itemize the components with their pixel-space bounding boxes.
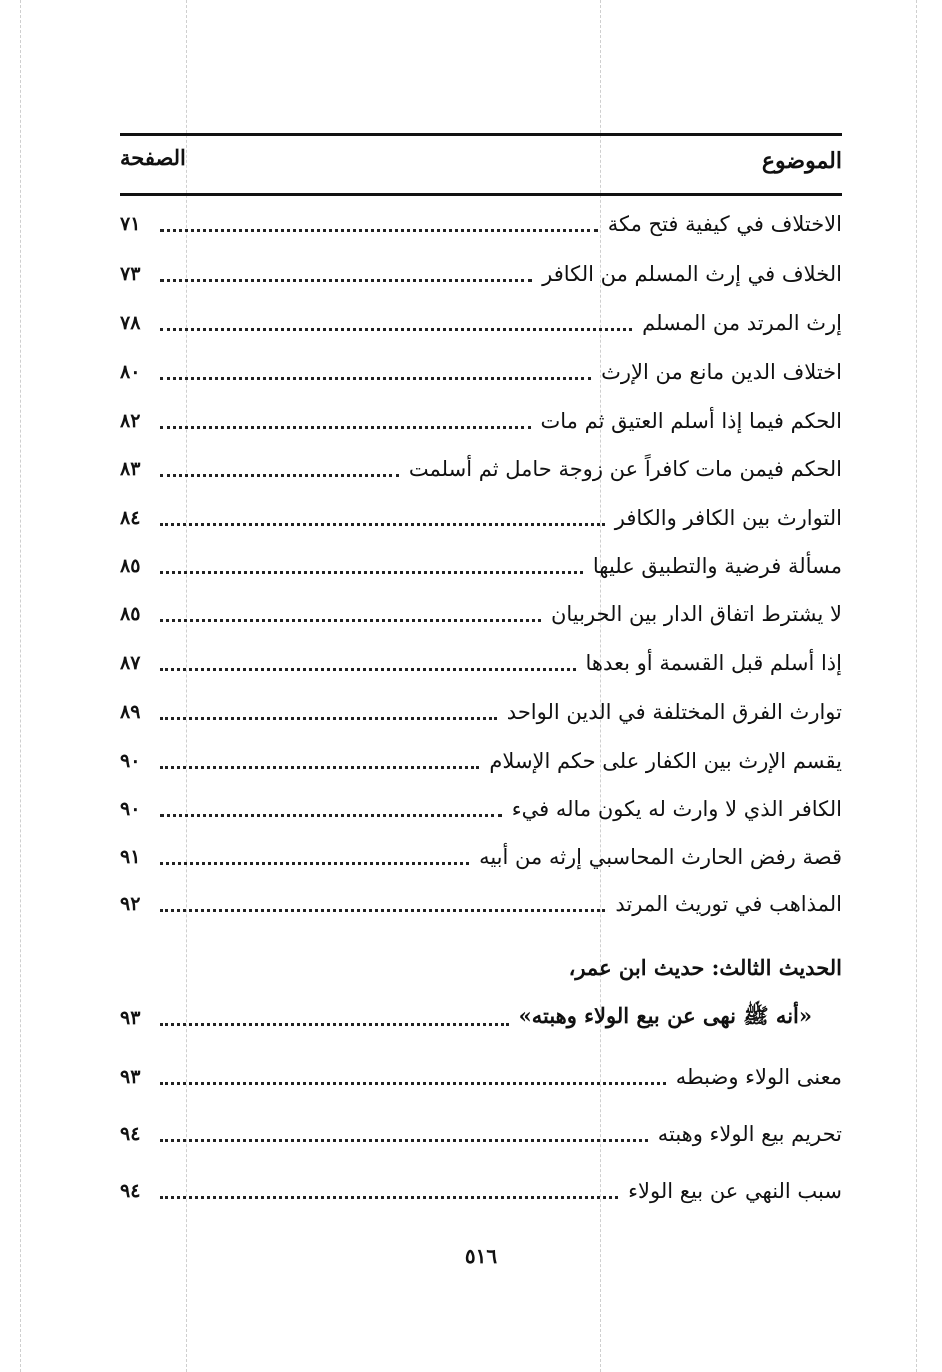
toc-entry[interactable] bbox=[120, 643, 842, 683]
toc-entry-page: ٨٥ bbox=[120, 603, 141, 625]
toc-entry-title: الاختلاف في كيفية فتح مكة bbox=[607, 212, 842, 236]
toc-entry[interactable] bbox=[120, 449, 842, 489]
toc-entry[interactable] bbox=[120, 401, 842, 441]
toc-entry[interactable] bbox=[120, 789, 842, 829]
toc-entry-title: المذاهب في توريث المرتد bbox=[615, 892, 842, 916]
toc-page bbox=[120, 0, 842, 1372]
toc-entry-page: ٨٥ bbox=[120, 555, 141, 577]
toc-entry[interactable] bbox=[120, 741, 842, 781]
section-heading: الحديث الثالث: حديث ابن عمر، bbox=[568, 955, 842, 980]
toc-entry[interactable] bbox=[120, 303, 842, 343]
toc-entry-page: ٩٣ bbox=[120, 1007, 141, 1029]
toc-entry-title: لا يشترط اتفاق الدار بين الحربيان bbox=[550, 602, 842, 626]
dot-leader bbox=[160, 862, 469, 865]
toc-entry-page: ٨٣ bbox=[120, 458, 141, 480]
dot-leader bbox=[160, 814, 502, 817]
dot-leader bbox=[160, 766, 479, 769]
toc-entry-page: ٩٤ bbox=[120, 1123, 141, 1145]
toc-entry[interactable] bbox=[120, 998, 842, 1038]
dot-leader bbox=[160, 523, 605, 526]
toc-entry[interactable] bbox=[120, 837, 842, 877]
toc-entry-page: ٧٨ bbox=[120, 312, 141, 334]
column-header-subject: الموضوع bbox=[761, 148, 842, 174]
dot-leader bbox=[160, 229, 598, 232]
toc-entry-title: إذا أسلم قبل القسمة أو بعدها bbox=[585, 651, 842, 675]
dot-leader bbox=[160, 328, 632, 331]
toc-entry[interactable] bbox=[120, 498, 842, 538]
toc-entry-title: الكافر الذي لا وارث له يكون ماله فيء bbox=[511, 797, 842, 821]
toc-entry-title: التوارث بين الكافر والكافر bbox=[614, 506, 842, 530]
toc-entry-page: ٩٣ bbox=[120, 1066, 141, 1088]
toc-entry-title: معنى الولاء وضبطه bbox=[675, 1065, 842, 1089]
dot-leader bbox=[160, 717, 497, 720]
toc-entry-title: الحكم فيمن مات كافراً عن زوجة حامل ثم أسلمت bbox=[408, 457, 842, 481]
toc-entry-page: ٨٠ bbox=[120, 361, 141, 383]
toc-entry[interactable] bbox=[120, 1057, 842, 1097]
scan-fold-line bbox=[20, 0, 21, 1372]
toc-entry-title: سبب النهي عن بيع الولاء bbox=[628, 1179, 842, 1203]
page-number: ٥١٦ bbox=[464, 1244, 498, 1268]
toc-entry[interactable] bbox=[120, 692, 842, 732]
dot-leader bbox=[160, 1082, 666, 1085]
toc-entry[interactable] bbox=[120, 254, 842, 294]
toc-entry-page: ٨٢ bbox=[120, 410, 141, 432]
toc-entry-title: إرث المرتد من المسلم bbox=[642, 311, 842, 335]
toc-entry-page: ٩٢ bbox=[120, 893, 141, 915]
column-header-page: الصفحة bbox=[120, 145, 186, 170]
dot-leader bbox=[160, 1196, 618, 1199]
toc-entry-title: يقسم الإرث بين الكفار على حكم الإسلام bbox=[489, 749, 842, 773]
top-rule bbox=[120, 133, 842, 136]
dot-leader bbox=[160, 426, 531, 429]
toc-entry-title: توارث الفرق المختلفة في الدين الواحد bbox=[506, 700, 842, 724]
dot-leader bbox=[160, 474, 399, 477]
dot-leader bbox=[160, 1139, 648, 1142]
toc-entry-title: الحكم فيما إذا أسلم العتيق ثم مات bbox=[540, 409, 842, 433]
dot-leader bbox=[160, 668, 576, 671]
header-rule bbox=[120, 193, 842, 196]
dot-leader bbox=[160, 909, 605, 912]
scan-fold-line bbox=[916, 0, 917, 1372]
toc-entry[interactable] bbox=[120, 352, 842, 392]
toc-entry-title: «أنه ﷺ نهى عن بيع الولاء وهبته» bbox=[518, 1002, 812, 1028]
toc-entry-title: مسألة فرضية والتطبيق عليها bbox=[592, 554, 842, 578]
toc-entry-title: الخلاف في إرث المسلم من الكافر bbox=[542, 262, 842, 286]
dot-leader bbox=[160, 1023, 509, 1026]
toc-entry-page: ٩٤ bbox=[120, 1180, 141, 1202]
toc-entry-page: ٨٤ bbox=[120, 507, 141, 529]
toc-entry[interactable] bbox=[120, 1171, 842, 1211]
toc-entry[interactable] bbox=[120, 594, 842, 634]
toc-entry-page: ٧٣ bbox=[120, 263, 141, 285]
toc-entry-title: قصة رفض الحارث المحاسبي إرثه من أبيه bbox=[479, 845, 842, 869]
toc-entry[interactable] bbox=[120, 204, 842, 244]
toc-entry-title: تحريم بيع الولاء وهبته bbox=[657, 1122, 842, 1146]
toc-entry[interactable] bbox=[120, 546, 842, 586]
dot-leader bbox=[160, 619, 541, 622]
toc-entry[interactable] bbox=[120, 1114, 842, 1154]
dot-leader bbox=[160, 279, 532, 282]
toc-entry[interactable] bbox=[120, 884, 842, 924]
toc-entry-page: ٩٠ bbox=[120, 798, 141, 820]
toc-entry-title: اختلاف الدين مانع من الإرث bbox=[601, 360, 842, 384]
toc-entry-page: ٨٩ bbox=[120, 701, 141, 723]
dot-leader bbox=[160, 571, 583, 574]
dot-leader bbox=[160, 377, 591, 380]
toc-entry-page: ٧١ bbox=[120, 213, 141, 235]
toc-entry-page: ٩١ bbox=[120, 846, 141, 868]
toc-entry-page: ٩٠ bbox=[120, 750, 141, 772]
toc-entry-page: ٨٧ bbox=[120, 652, 141, 674]
